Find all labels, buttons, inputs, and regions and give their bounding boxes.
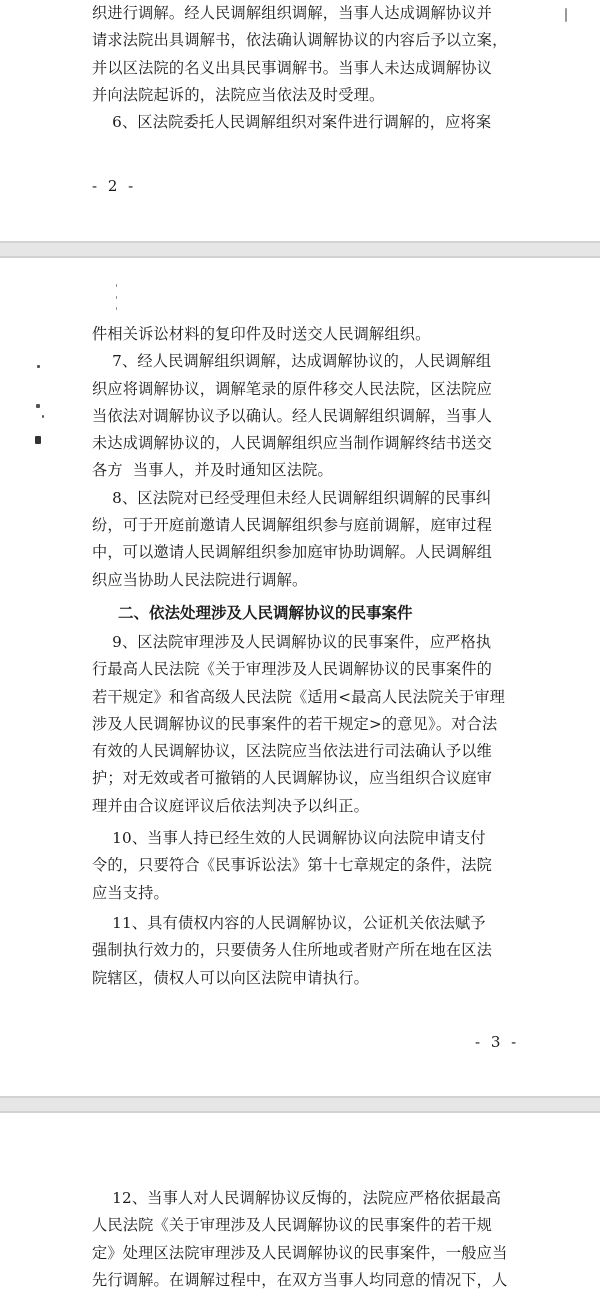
scan-mark [37, 365, 40, 368]
scan-mark [116, 296, 117, 299]
scan-mark [565, 8, 567, 22]
document-page-2 [0, 0, 600, 241]
page-3-paragraphs-6-8: 件相关诉讼材料的复印件及时送交人民调解组织。 7、经人民调解组织调解，达成调解协议的，人民调解组 织应将调解协议，调解笔录的原件移交人民法院，区法院应 当依法对调解协议予以确认。经人民调解组织调解，当事人 未达成调解协议的，人民调解组织应当制作调解终结书送交 各方 当事人，并及时通知区法院。 8、区法院对已经受理但未经人民调解组织调解的民事纠 纷，可于开庭前邀请人民调解组织参与庭前调解，庭审过程 中，可以邀请人民调解组织参加庭审协助调解。人民调解组 织应当协助人民法院进行调解。 [92, 325, 493, 589]
page-gap [0, 1096, 600, 1113]
scan-mark [36, 404, 40, 408]
page-3-paragraph-11: 11、具有债权内容的人民调解协议，公证机关依法赋予 强制执行效力的，只要债务人住所地或者财产所在地在区法 院辖区，债权人可以向区法院申请执行。 [92, 914, 493, 987]
page-3-paragraph-10: 10、当事人持已经生效的人民调解协议向法院申请支付 令的，只要符合《民事诉讼法》第十七章规定的条件，法院 应当支持。 [92, 829, 493, 902]
section-heading: 二、依法处理涉及人民调解协议的民事案件 [118, 604, 413, 622]
page-3-number: - 3 - [475, 1033, 520, 1051]
scan-mark [42, 415, 44, 418]
scan-mark [116, 307, 117, 310]
page-4-body-text: 12、当事人对人民调解协议反悔的，法院应严格依据最高 人民法院《关于审理涉及人民调解协议的民事案件的若干规 定》处理区法院审理涉及人民调解协议的民事案件，一般应当 先行调解。在调解过程中，在双方当事人均同意的情况下，人 [92, 1189, 508, 1289]
scan-mark [35, 436, 41, 444]
page-2-body-text: 织进行调解。经人民调解组织调解，当事人达成调解协议并 请求法院出具调解书，依法确认调解协议的内容后予以立案， 并以区法院的名义出具民事调解书。当事人未达成调解协议 并向法院起诉的，法院应当依法及时受理。 6、区法院委托人民调解组织对案件进行调解的，应将案 [92, 4, 508, 132]
document-page-4 [0, 1113, 600, 1297]
page-2-number: - 2 - [92, 177, 137, 195]
page-3-paragraph-9: 9、区法院审理涉及人民调解协议的民事案件，应严格执 行最高人民法院《关于审理涉及人民调解协议的民事案件的 若干规定》和省高级人民法院《适用<最高人民法院关于审理 涉及人民调解协议的民事案件的若干规定>的意见》。对合法 有效的人民调解协议，区法院应当依法进行司法确认予以维 护；对无效或者可撤销的人民调解协议，应当组织合议庭审 理并由合议庭评议后依法判决予以纠正。 [92, 633, 506, 815]
page-gap [0, 241, 600, 258]
scan-mark [116, 284, 117, 287]
document-page-3 [0, 258, 600, 1096]
